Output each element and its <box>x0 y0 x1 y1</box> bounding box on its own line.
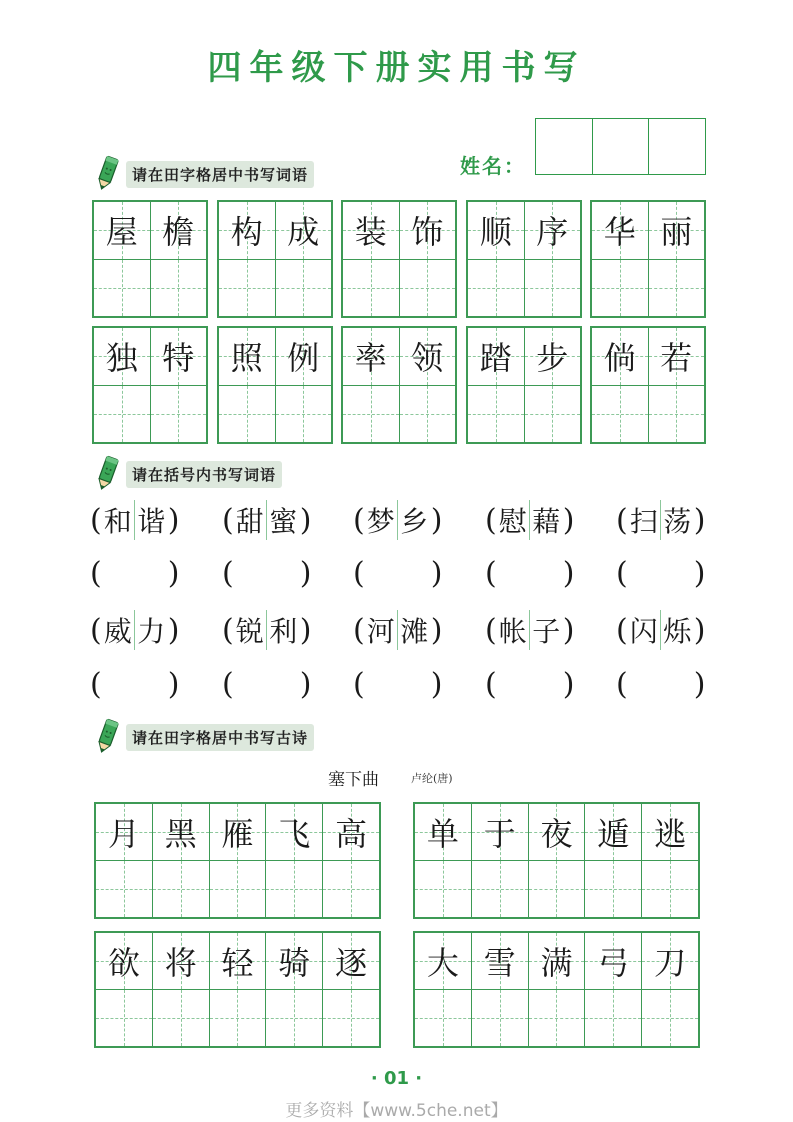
poem-model-cell <box>471 804 528 860</box>
word-cell-pair <box>590 200 706 318</box>
name-box-2[interactable] <box>593 119 650 174</box>
word-cell-pair <box>590 326 706 444</box>
section-header-3 <box>92 718 314 756</box>
practice-cell[interactable] <box>343 260 399 317</box>
bracket-character: 扫 <box>628 500 661 540</box>
bracket-word-chars <box>365 500 431 540</box>
model-cell <box>592 202 648 259</box>
poem-character: 夜 <box>540 815 573 853</box>
poem-character: 欲 <box>107 944 140 982</box>
practice-cell[interactable] <box>94 386 150 443</box>
bracket-blank[interactable] <box>222 553 311 593</box>
practice-cell[interactable] <box>399 260 456 317</box>
page-number: · 01 · <box>370 1068 423 1089</box>
model-character: 屋 <box>105 213 138 252</box>
paren-close: ) <box>693 666 706 702</box>
paren-open: ( <box>90 666 102 702</box>
paren-close: ) <box>562 555 575 591</box>
poem-model-cell <box>641 804 698 860</box>
poem-practice-cell[interactable] <box>265 990 322 1046</box>
poem-author: 卢纶(唐) <box>411 772 453 785</box>
bracket-word-chars <box>628 500 694 540</box>
poem-model-cell <box>96 804 152 860</box>
pencil-icon <box>92 718 122 756</box>
paren-close: ) <box>299 612 312 648</box>
paren-open: ( <box>485 666 497 702</box>
name-boxes[interactable] <box>535 118 706 175</box>
paren-open: ( <box>485 502 497 538</box>
practice-cell[interactable] <box>219 386 275 443</box>
poem-character: 骑 <box>278 944 311 982</box>
poem-practice-cell[interactable] <box>471 861 528 917</box>
practice-cell[interactable] <box>592 386 648 443</box>
paren-open: ( <box>485 612 497 648</box>
poem-character: 逐 <box>335 944 368 982</box>
practice-cell[interactable] <box>219 260 275 317</box>
bracket-character: 河 <box>365 610 398 650</box>
paren-close: ) <box>167 502 180 538</box>
poem-character: 单 <box>426 815 459 853</box>
bracket-character: 慰 <box>497 500 530 540</box>
bracket-word-chars <box>365 610 431 650</box>
model-character: 丽 <box>660 213 693 252</box>
paren-open: ( <box>353 666 365 702</box>
model-cell <box>524 202 581 259</box>
section-header-2 <box>92 455 282 493</box>
bracket-word <box>485 610 574 650</box>
bracket-character: 藉 <box>532 505 561 538</box>
poem-practice-cell[interactable] <box>584 861 641 917</box>
practice-cell[interactable] <box>648 386 705 443</box>
model-cell <box>150 202 207 259</box>
paren-close: ) <box>299 502 312 538</box>
poem-character: 黑 <box>164 815 197 853</box>
poem-model-cell <box>415 804 471 860</box>
poem-title: 塞下曲 <box>328 770 379 790</box>
poem-model-cell <box>152 804 209 860</box>
paren-open: ( <box>90 555 102 591</box>
word-cell-pair <box>341 200 457 318</box>
bracket-character: 谐 <box>137 505 166 538</box>
practice-cell[interactable] <box>94 260 150 317</box>
bracket-blank[interactable] <box>616 553 705 593</box>
bracket-character: 闪 <box>628 610 661 650</box>
section-header-1 <box>92 155 314 193</box>
model-character: 成 <box>287 213 320 252</box>
poem-line-grid <box>94 802 381 919</box>
model-cell <box>275 328 332 385</box>
poem-practice-cell[interactable] <box>322 861 379 917</box>
bracket-character: 甜 <box>234 500 267 540</box>
poem-character: 将 <box>164 944 197 982</box>
practice-cell[interactable] <box>468 386 524 443</box>
poem-model-cell <box>265 933 322 989</box>
paren-open: ( <box>616 612 628 648</box>
poem-practice-cell[interactable] <box>415 990 471 1046</box>
bracket-word-chars <box>628 610 694 650</box>
poem-practice-cell[interactable] <box>322 990 379 1046</box>
poem-character: 于 <box>483 815 516 853</box>
bracket-blank[interactable] <box>90 553 179 593</box>
model-character: 序 <box>536 213 569 252</box>
model-character: 独 <box>105 339 138 378</box>
model-cell <box>468 328 524 385</box>
bracket-word <box>616 500 705 540</box>
paren-open: ( <box>353 612 365 648</box>
model-character: 华 <box>603 213 636 252</box>
bracket-blank[interactable] <box>90 664 179 704</box>
name-box-3[interactable] <box>649 119 705 174</box>
model-cell <box>399 328 456 385</box>
paren-close: ) <box>299 666 312 702</box>
poem-practice-cell[interactable] <box>528 861 585 917</box>
paren-close: ) <box>693 555 706 591</box>
bracket-blank[interactable] <box>353 664 442 704</box>
model-cell <box>648 328 705 385</box>
bracket-blank[interactable] <box>616 664 705 704</box>
poem-practice-cell[interactable] <box>209 861 266 917</box>
poem-model-cell <box>528 804 585 860</box>
poem-model-cell <box>471 933 528 989</box>
poem-character: 雁 <box>221 815 254 853</box>
model-character: 步 <box>536 339 569 378</box>
word-cell-pair <box>466 200 582 318</box>
practice-cell[interactable] <box>592 260 648 317</box>
poem-model-cell <box>322 804 379 860</box>
bracket-word-chars <box>497 610 563 650</box>
bracket-word <box>222 500 311 540</box>
bracket-character: 力 <box>137 615 166 648</box>
bracket-word-chars <box>102 610 168 650</box>
practice-cell[interactable] <box>275 260 332 317</box>
model-cell <box>648 202 705 259</box>
bracket-blank[interactable] <box>222 664 311 704</box>
paren-open: ( <box>222 502 234 538</box>
bracket-character: 和 <box>102 500 135 540</box>
paren-close: ) <box>167 666 180 702</box>
poem-model-cell <box>209 933 266 989</box>
practice-cell[interactable] <box>524 260 581 317</box>
paren-open: ( <box>90 502 102 538</box>
poem-line-grid <box>94 931 381 1048</box>
paren-open: ( <box>353 502 365 538</box>
model-cell <box>275 202 332 259</box>
paren-open: ( <box>90 612 102 648</box>
word-cell-pair <box>217 200 333 318</box>
poem-practice-cell[interactable] <box>152 990 209 1046</box>
poem-character: 月 <box>107 815 140 853</box>
poem-character: 飞 <box>278 815 311 853</box>
model-cell <box>219 202 275 259</box>
section-label-3: 请在田字格居中书写古诗 <box>126 724 314 751</box>
bracket-character: 梦 <box>365 500 398 540</box>
model-character: 装 <box>354 213 387 252</box>
bracket-word <box>90 500 179 540</box>
model-character: 檐 <box>162 213 195 252</box>
model-cell <box>343 202 399 259</box>
model-character: 率 <box>354 339 387 378</box>
model-cell <box>343 328 399 385</box>
paren-open: ( <box>616 666 628 702</box>
bracket-character: 滩 <box>400 615 429 648</box>
bracket-character: 蜜 <box>269 505 298 538</box>
paren-open: ( <box>222 612 234 648</box>
word-cell-pair <box>92 200 208 318</box>
poem-practice-cell[interactable] <box>641 990 698 1046</box>
model-cell <box>592 328 648 385</box>
bracket-character: 烁 <box>663 615 692 648</box>
poem-practice-cell[interactable] <box>96 861 152 917</box>
bracket-word-chars <box>234 610 300 650</box>
bracket-word <box>616 610 705 650</box>
pencil-icon <box>92 155 122 193</box>
paren-close: ) <box>562 612 575 648</box>
poem-character: 弓 <box>597 944 630 982</box>
practice-cell[interactable] <box>343 386 399 443</box>
poem-practice-cell[interactable] <box>209 990 266 1046</box>
paren-close: ) <box>299 555 312 591</box>
bracket-character: 子 <box>532 615 561 648</box>
bracket-word-chars <box>497 500 563 540</box>
poem-model-cell <box>265 804 322 860</box>
model-cell <box>94 202 150 259</box>
bracket-blank[interactable] <box>353 553 442 593</box>
model-character: 踏 <box>479 339 512 378</box>
model-cell <box>468 202 524 259</box>
word-cell-pair <box>92 326 208 444</box>
word-cell-pair <box>341 326 457 444</box>
bracket-character: 荡 <box>663 505 692 538</box>
word-cell-pair <box>466 326 582 444</box>
bracket-word <box>222 610 311 650</box>
model-cell <box>94 328 150 385</box>
poem-practice-cell[interactable] <box>471 990 528 1046</box>
model-character: 领 <box>411 339 444 378</box>
word-cell-pair <box>217 326 333 444</box>
paren-close: ) <box>562 666 575 702</box>
poem-line-grid <box>413 931 700 1048</box>
paren-close: ) <box>430 502 443 538</box>
bracket-blank[interactable] <box>485 664 574 704</box>
section-label-1: 请在田字格居中书写词语 <box>126 161 314 188</box>
bracket-character: 锐 <box>234 610 267 650</box>
paren-open: ( <box>616 502 628 538</box>
practice-cell[interactable] <box>150 260 207 317</box>
poem-character: 遁 <box>597 815 630 853</box>
paren-open: ( <box>485 555 497 591</box>
poem-character: 高 <box>335 815 368 853</box>
section-label-2: 请在括号内书写词语 <box>126 461 282 488</box>
paren-close: ) <box>167 612 180 648</box>
model-character: 饰 <box>411 213 444 252</box>
paren-open: ( <box>616 555 628 591</box>
poem-practice-cell[interactable] <box>641 861 698 917</box>
footer-watermark: 更多资料【www.5che.net】 <box>285 1101 508 1121</box>
paren-close: ) <box>430 666 443 702</box>
poem-model-cell <box>209 804 266 860</box>
model-cell <box>399 202 456 259</box>
poem-model-cell <box>96 933 152 989</box>
model-character: 倘 <box>603 339 636 378</box>
poem-practice-cell[interactable] <box>584 990 641 1046</box>
poem-character: 刀 <box>654 944 687 982</box>
practice-cell[interactable] <box>275 386 332 443</box>
poem-character: 逃 <box>654 815 687 853</box>
poem-practice-cell[interactable] <box>528 990 585 1046</box>
poem-character: 雪 <box>483 944 516 982</box>
bracket-word <box>90 610 179 650</box>
poem-line-grid <box>413 802 700 919</box>
paren-open: ( <box>353 555 365 591</box>
bracket-character: 乡 <box>400 505 429 538</box>
bracket-word <box>353 500 442 540</box>
model-cell <box>524 328 581 385</box>
model-character: 构 <box>230 213 263 252</box>
poem-model-cell <box>528 933 585 989</box>
bracket-word <box>353 610 442 650</box>
name-label: 姓名： <box>460 154 526 178</box>
paren-open: ( <box>222 666 234 702</box>
bracket-character: 利 <box>269 615 298 648</box>
poem-character: 轻 <box>221 944 254 982</box>
bracket-word-chars <box>102 500 168 540</box>
bracket-word-chars <box>234 500 300 540</box>
bracket-character: 威 <box>102 610 135 650</box>
model-character: 例 <box>287 339 320 378</box>
bracket-character: 帐 <box>497 610 530 650</box>
name-box-1[interactable] <box>536 119 593 174</box>
paren-open: ( <box>222 555 234 591</box>
practice-cell[interactable] <box>524 386 581 443</box>
paren-close: ) <box>693 502 706 538</box>
paren-close: ) <box>167 555 180 591</box>
poem-practice-cell[interactable] <box>265 861 322 917</box>
model-character: 顺 <box>479 213 512 252</box>
model-character: 特 <box>162 339 195 378</box>
practice-cell[interactable] <box>150 386 207 443</box>
paren-close: ) <box>430 555 443 591</box>
pencil-icon <box>92 455 122 493</box>
model-cell <box>150 328 207 385</box>
page-title: 四年级下册实用书写 <box>207 48 586 88</box>
practice-cell[interactable] <box>648 260 705 317</box>
poem-character: 大 <box>426 944 459 982</box>
poem-practice-cell[interactable] <box>96 990 152 1046</box>
model-character: 照 <box>230 339 263 378</box>
poem-model-cell <box>322 933 379 989</box>
paren-close: ) <box>562 502 575 538</box>
model-cell <box>219 328 275 385</box>
paren-close: ) <box>693 612 706 648</box>
poem-practice-cell[interactable] <box>415 861 471 917</box>
poem-model-cell <box>152 933 209 989</box>
practice-cell[interactable] <box>468 260 524 317</box>
practice-cell[interactable] <box>399 386 456 443</box>
poem-model-cell <box>641 933 698 989</box>
model-character: 若 <box>660 339 693 378</box>
paren-close: ) <box>430 612 443 648</box>
poem-character: 满 <box>540 944 573 982</box>
poem-model-cell <box>584 804 641 860</box>
bracket-blank[interactable] <box>485 553 574 593</box>
poem-model-cell <box>584 933 641 989</box>
bracket-word <box>485 500 574 540</box>
poem-practice-cell[interactable] <box>152 861 209 917</box>
poem-model-cell <box>415 933 471 989</box>
